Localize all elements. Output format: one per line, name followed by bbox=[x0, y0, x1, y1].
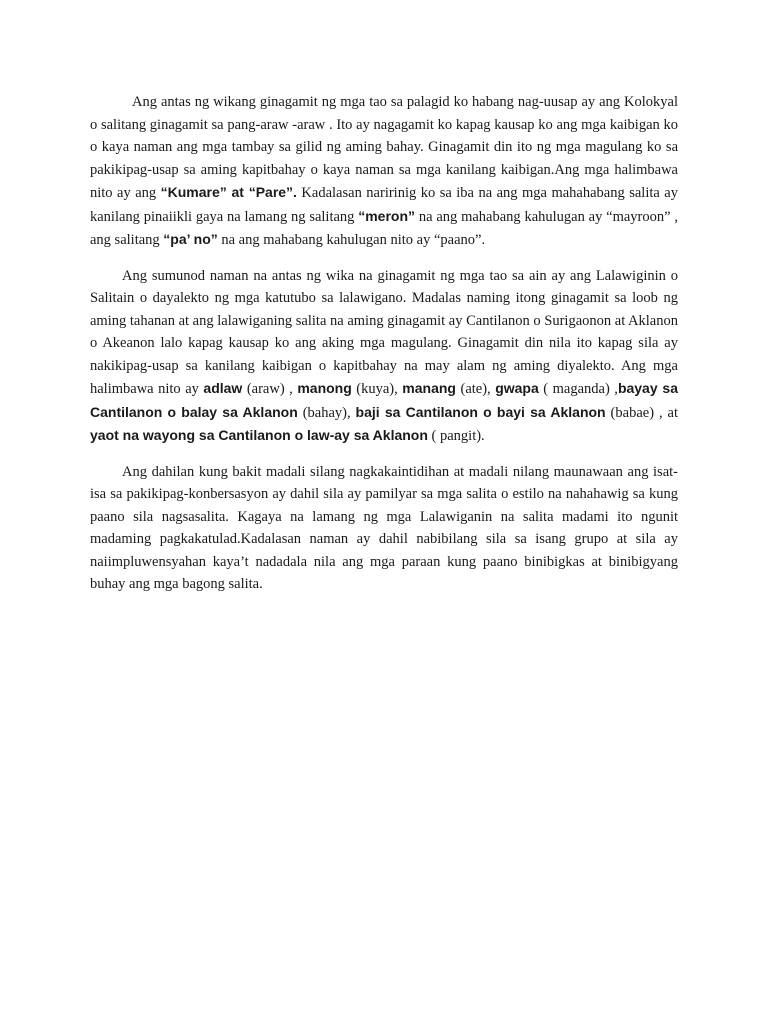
paragraph-kolokyal bbox=[90, 91, 678, 252]
bold-term: baji sa Cantilanon o bayi sa Aklanon bbox=[355, 403, 606, 420]
bold-term: bayay sa Cantilanon o balay sa Aklanon bbox=[90, 380, 678, 420]
text-run: Ang antas ng wikang ginagamit ng mga tao sa palagid ko habang nag-uusap ay ang Kolokyal o salitang ginagamit sa pang-araw -araw . Ito ay nagagamit ko kapag kausap ko ang mga kaibigan ko o kaya naman ang mga tambay sa gilid ng aming bahay. Ginagamit din ito ng mga magulang ko sa pakikipag-usap sa aming kapitbahay o kaya naman sa mga kanilang kaibigan.Ang mga halimbawa nito ay ang bbox=[90, 94, 678, 201]
text-run: (ate), bbox=[455, 381, 496, 397]
paragraph-lalawiganin bbox=[90, 265, 678, 448]
paragraph-dahilan bbox=[90, 461, 678, 596]
text-run: Ang sumunod naman na antas ng wika na ginagamit ng mga tao sa ain ay ang Lalawiginin o Salitain o dayalekto ng mga katutubo sa lalawigano. Madalas naming itong ginagamit sa loob ng aming tahanan at ang lalawiganing salita na aming ginagamit ay Cantilanon o Surigaonon at Aklanon o Akeanon lalo kapag kausap ko ang aking mga magulang. Ginagamit din nila ito kapag sila ay nakikipag-usap sa kanilang kaibigan o kapitbahay na may alam ng aming diyalekto. Ang mga halimbawa nito ay bbox=[90, 267, 678, 397]
bold-term: “meron” bbox=[358, 207, 416, 224]
document-page bbox=[90, 91, 678, 609]
bold-term: “Kumare” at “Pare”. bbox=[160, 184, 297, 200]
text-run: Kadalasan naririnig ko sa iba na ang mga mahahabang salita ay kanilang pinaiikli gaya na lamang ng salitang bbox=[90, 185, 678, 225]
text-run: Ang dahilan kung bakit madali silang nagkakaintidihan at madali nilang maunawaan ang isat-isa sa pakikipag-konbersasyon ay dahil sila ay pamilyar sa mga salita o estilo na nahahawig sa kung paano sila nagsasalita. Kagaya na lamang ng mga Lalawiganin na salita madami ito ngunit madaming pagkakatulad.Kadalasan naman ay dahil nabibilang sila sa isang grupo at sila ay naiimpluwensyahan kaya’t nadadala nila ang mga paraan kung paano binibigkas at binibigyang buhay ang mga bagong salita. bbox=[90, 463, 678, 592]
bold-term: gwapa bbox=[495, 380, 539, 396]
bold-term: “pa’ no” bbox=[163, 231, 218, 247]
text-run: na ang mahabang kahulugan ay “mayroon” , ang salitang bbox=[90, 208, 678, 248]
text-run: ( pangit). bbox=[427, 428, 485, 444]
text-run: (kuya), bbox=[351, 381, 403, 397]
text-run: (babae) , at bbox=[605, 404, 678, 421]
text-run: (bahay), bbox=[297, 404, 356, 421]
bold-term: manang bbox=[402, 380, 456, 396]
text-run: ( maganda) , bbox=[538, 381, 618, 397]
text-run: na ang mahabang kahulugan nito ay “paano”. bbox=[217, 232, 486, 248]
bold-term: yaot na wayong sa Cantilanon o law-ay sa Aklanon bbox=[90, 427, 428, 443]
text-run: (araw) , bbox=[242, 381, 298, 397]
bold-term: adlaw bbox=[203, 380, 243, 396]
bold-term: manong bbox=[297, 380, 352, 396]
